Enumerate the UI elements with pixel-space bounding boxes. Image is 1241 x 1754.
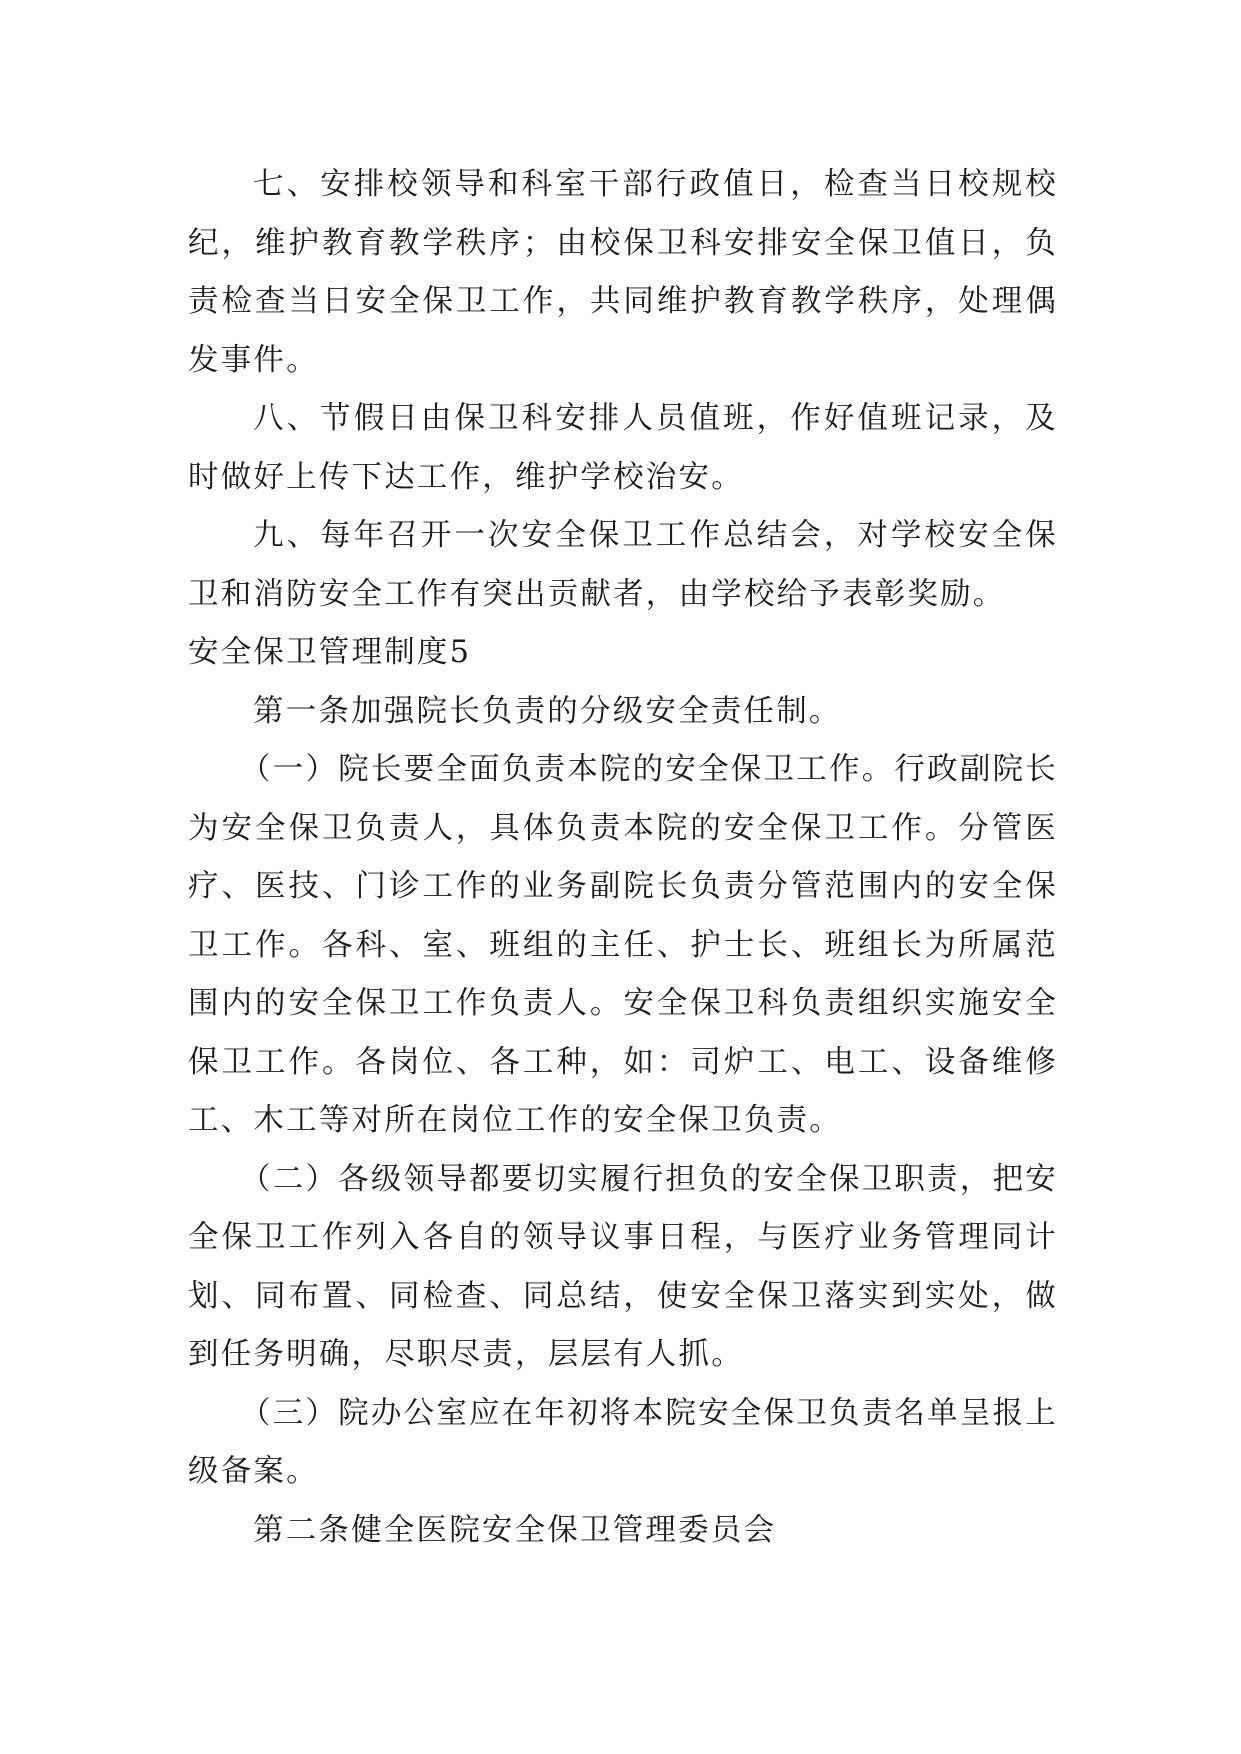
paragraph-article-9: 九、每年召开一次安全保卫工作总结会，对学校安全保卫和消防安全工作有突出贡献者，由学校给予表彰奖励。: [188, 518, 1058, 612]
document-page: [188, 156, 1058, 1560]
paragraph-article-8: 八、节假日由保卫科安排人员值班，作好值班记录，及时做好上传下达工作，维护学校治安。: [188, 401, 1058, 495]
paragraph-article-7: 七、安排校领导和科室干部行政值日，检查当日校规校纪，维护教育教学秩序；由校保卫科安排安全保卫值日，负责检查当日安全保卫工作，共同维护教育教学秩序，处理偶发事件。: [188, 167, 1058, 378]
paragraph-item-1: （一）院长要全面负责本院的安全保卫工作。行政副院长为安全保卫负责人，具体负责本院的安全保卫工作。分管医疗、医技、门诊工作的业务副院长负责分管范围内的安全保卫工作。各科、室、班组的主任、护士长、班组长为所属范围内的安全保卫工作负责人。安全保卫科负责组织实施安全保卫工作。各岗位、各工种，如：司炉工、电工、设备维修工、木工等对所在岗位工作的安全保卫负责。: [188, 752, 1058, 1138]
paragraph-item-3: （三）院办公室应在年初将本院安全保卫负责名单呈报上级备案。: [188, 1395, 1058, 1489]
paragraph-item-2: （二）各级领导都要切实履行担负的安全保卫职责，把安全保卫工作列入各自的领导议事日程，与医疗业务管理同计划、同布置、同检查、同总结，使安全保卫落实到实处，做到任务明确，尽职尽责，层层有人抓。: [188, 1161, 1058, 1372]
section-heading: 安全保卫管理制度5: [188, 635, 472, 670]
paragraph-clause-2: 第二条健全医院安全保卫管理委员会: [253, 1512, 777, 1548]
paragraph-clause-1: 第一条加强院长负责的分级安全责任制。: [253, 693, 842, 729]
